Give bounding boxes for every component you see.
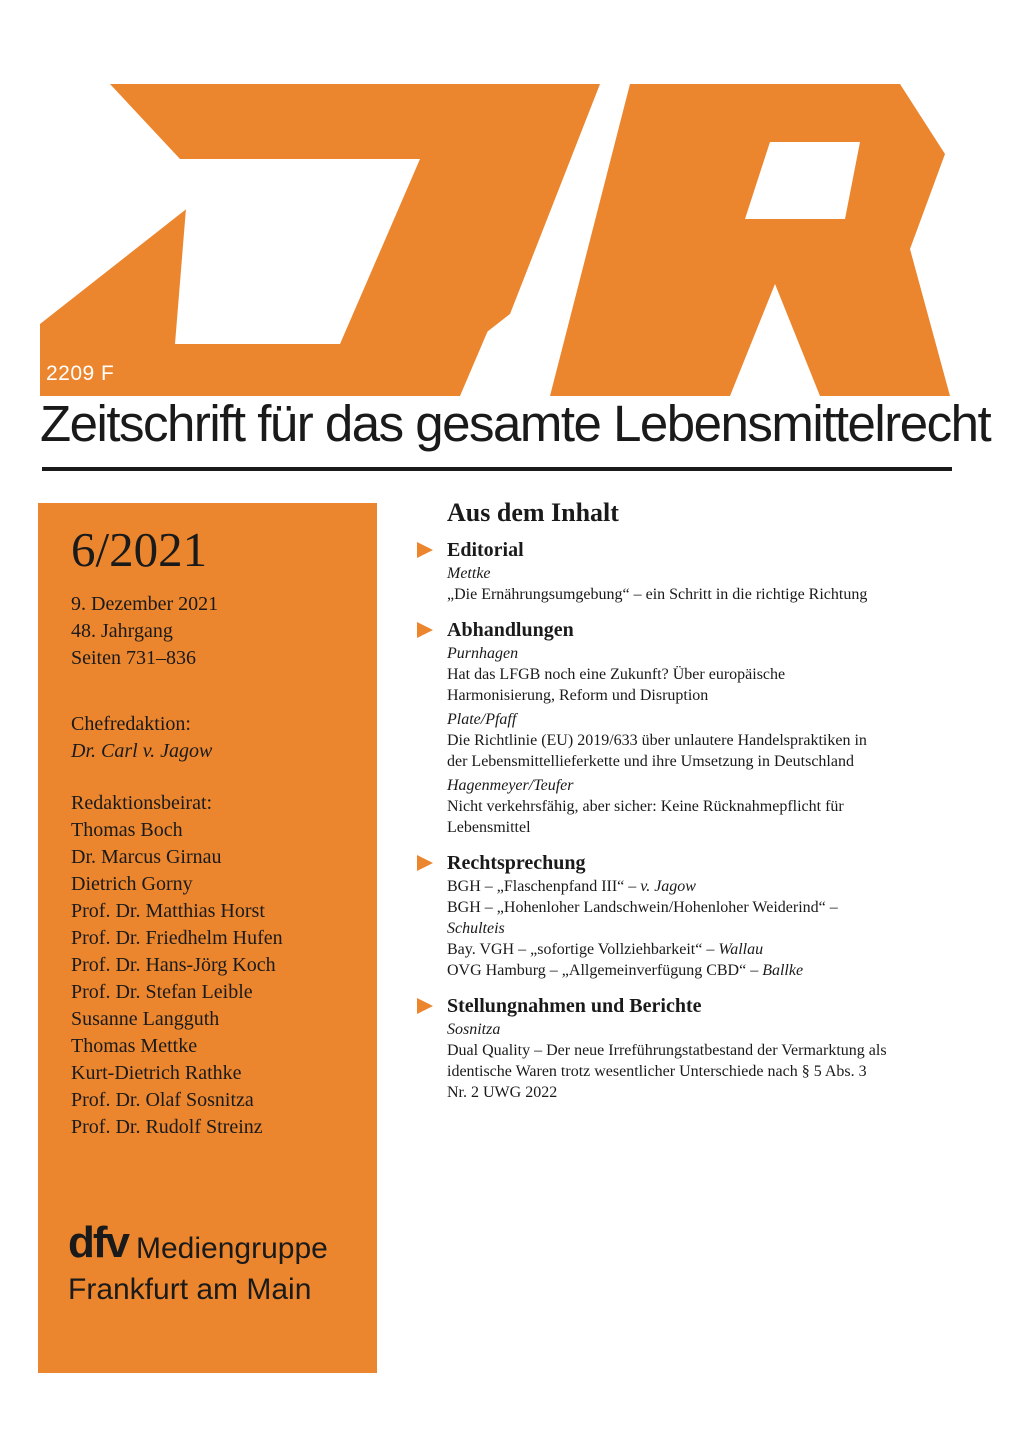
section-label: Rechtsprechung <box>447 852 586 874</box>
ruling-entry <box>447 939 887 960</box>
issue-volume: 48. Jahrgang <box>71 620 173 642</box>
board-member: Kurt-Dietrich Rathke <box>71 1062 242 1084</box>
board-member: Prof. Dr. Matthias Horst <box>71 900 265 922</box>
arrow-icon <box>417 998 433 1014</box>
info-panel <box>38 503 377 1373</box>
board-member: Susanne Langguth <box>71 1008 220 1030</box>
ruling-text: BGH – „Flaschenpfand III“ – <box>447 878 641 895</box>
article-title: Die Richtlinie (EU) 2019/633 über unlautere Handelspraktiken in der Lebensmittellieferkette und ihre Umsetzung in Deutschland <box>447 732 867 770</box>
article-title: Hat das LFGB noch eine Zukunft? Über europäische Harmonisierung, Reform und Disruption <box>447 666 786 704</box>
title-rule <box>42 467 952 471</box>
board-member: Prof. Dr. Stefan Leible <box>71 981 253 1003</box>
toc-section-editorial <box>417 537 887 605</box>
issue-pages: Seiten 731–836 <box>71 647 196 669</box>
toc-section-stellungnahmen <box>417 993 887 1103</box>
ruling-entry <box>447 897 887 939</box>
journal-code: 2209 F <box>46 362 115 385</box>
editor-name: Dr. Carl v. Jagow <box>71 740 213 762</box>
publisher-logo: dfv <box>68 1218 128 1267</box>
publisher-group: Mediengruppe <box>136 1232 328 1265</box>
article-author: Hagenmeyer/Teufer <box>447 777 574 794</box>
issue-date: 9. Dezember 2021 <box>71 593 219 615</box>
article-author: Plate/Pfaff <box>447 711 517 728</box>
arrow-icon <box>417 855 433 871</box>
article-author: Purnhagen <box>447 645 519 662</box>
ruling-author: Wallau <box>718 941 764 958</box>
editor-label: Chefredaktion: <box>71 713 191 735</box>
board-member: Prof. Dr. Friedhelm Hufen <box>71 927 283 949</box>
board-member: Prof. Dr. Olaf Sosnitza <box>71 1089 254 1111</box>
toc-section-abhandlungen <box>417 617 887 838</box>
toc-section-rechtsprechung <box>417 850 887 981</box>
section-label: Abhandlungen <box>447 619 574 641</box>
board-member: Dietrich Gorny <box>71 873 193 895</box>
article-title: Nicht verkehrsfähig, aber sicher: Keine Rücknahmepflicht für Lebensmittel <box>447 798 844 836</box>
toc-article <box>447 709 887 772</box>
board-member: Thomas Mettke <box>71 1035 198 1057</box>
publisher-city: Frankfurt am Main <box>68 1273 312 1306</box>
board-member: Dr. Marcus Girnau <box>71 846 222 868</box>
toc-article <box>447 1019 887 1103</box>
board-label: Redaktionsbeirat: <box>71 792 213 814</box>
board-member: Prof. Dr. Rudolf Streinz <box>71 1116 263 1138</box>
table-of-contents <box>417 498 887 1115</box>
editorial-board <box>71 790 283 1141</box>
issue-number: 6/2021 <box>71 522 208 577</box>
board-member: Prof. Dr. Hans-Jörg Koch <box>71 954 276 976</box>
article-author: Mettke <box>447 565 491 582</box>
toc-article <box>447 563 887 605</box>
arrow-icon <box>417 622 433 638</box>
issue-meta <box>71 591 218 672</box>
ruling-entry <box>447 876 887 897</box>
toc-heading: Aus dem Inhalt <box>447 498 619 527</box>
board-member: Thomas Boch <box>71 819 183 841</box>
article-title: Dual Quality – Der neue Irreführungstatbestand der Vermarktung als identische Waren trotz wesentlicher Unterschiede nach § 5 Abs. 3 Nr. 2 UWG 2022 <box>447 1042 887 1101</box>
publisher <box>68 1218 328 1306</box>
ruling-text: Bay. VGH – „sofortige Vollziehbarkeit“ – <box>447 941 719 958</box>
ruling-author: Ballke <box>762 962 804 979</box>
ruling-author: Schulteis <box>447 920 505 937</box>
section-label: Stellungnahmen und Berichte <box>447 995 702 1017</box>
toc-article <box>447 643 887 706</box>
editor-in-chief <box>71 711 212 765</box>
article-author: Sosnitza <box>447 1021 501 1038</box>
journal-title: Zeitschrift für das gesamte Lebensmittelrecht <box>40 395 991 452</box>
section-label: Editorial <box>447 539 524 561</box>
ruling-author: v. Jagow <box>640 878 696 895</box>
ruling-text: BGH – „Hohenloher Landschwein/Hohenloher Weiderind“ – <box>447 899 838 916</box>
ruling-entry <box>447 960 887 981</box>
toc-article <box>447 775 887 838</box>
ruling-text: OVG Hamburg – „Allgemeinverfügung CBD“ – <box>447 962 763 979</box>
article-title: „Die Ernährungsumgebung“ – ein Schritt in die richtige Richtung <box>447 586 868 603</box>
arrow-icon <box>417 542 433 558</box>
zlr-logo <box>40 84 960 396</box>
